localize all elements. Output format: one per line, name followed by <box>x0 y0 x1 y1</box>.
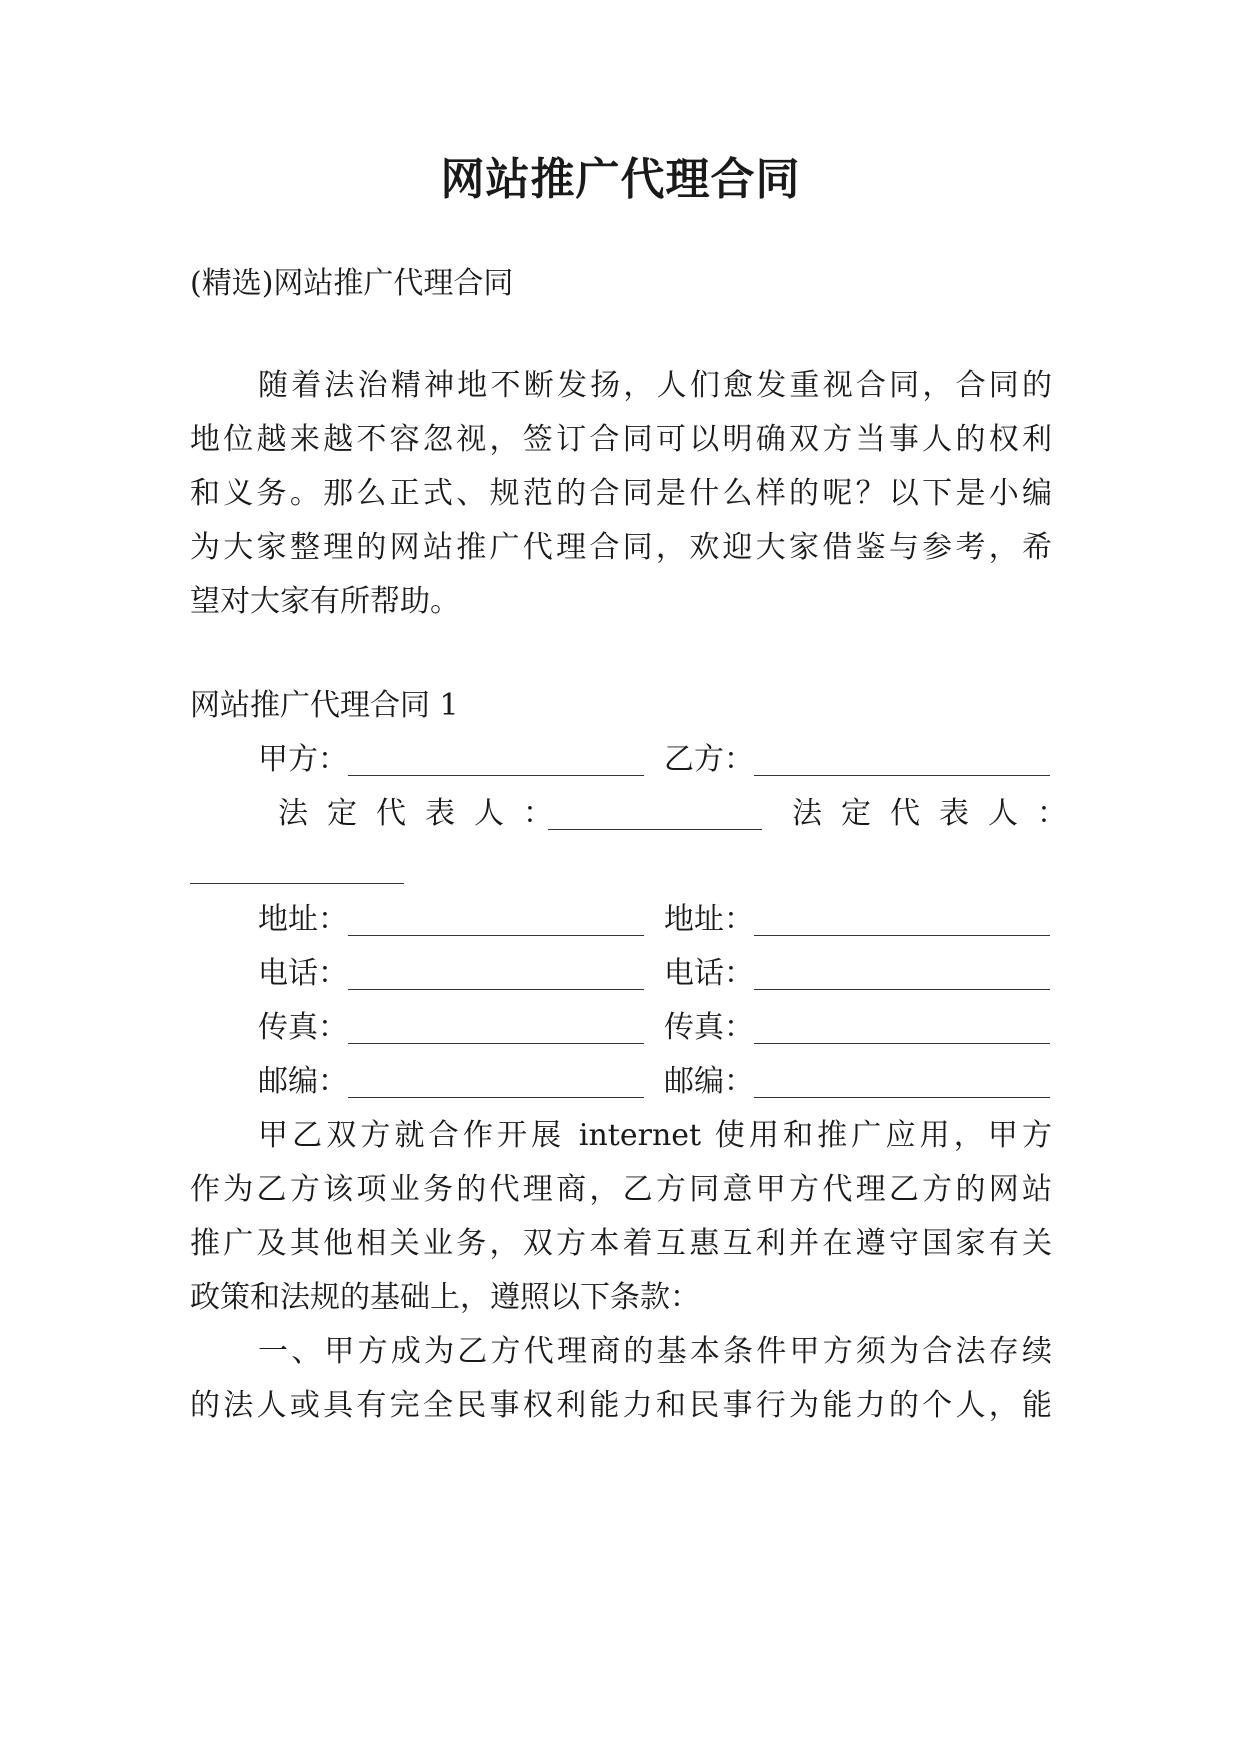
body-line-6: 的法人或具有完全民事权利能力和民事行为能力的个人，能 <box>190 1388 1052 1423</box>
zip-b-blank[interactable] <box>754 1067 1050 1098</box>
legal-rep-a-label: 法定代表人： <box>278 796 572 831</box>
fax-a-blank[interactable] <box>348 1013 644 1044</box>
address-a-label: 地址： <box>258 902 348 937</box>
legal-rep-b-blank-row <box>190 848 404 888</box>
body-line-1: 甲乙双方就合作开展 internet 使用和推广应用，甲方 <box>258 1118 1052 1153</box>
party-a-blank[interactable] <box>348 745 644 776</box>
phone-a-label: 电话： <box>258 956 348 991</box>
zip-b-label: 邮编： <box>664 1064 754 1099</box>
fax-a-row <box>258 1008 644 1048</box>
phone-b-row <box>664 954 1050 994</box>
legal-rep-a-blank[interactable] <box>548 799 762 830</box>
intro-line-1: 随着法治精神地不断发扬，人们愈发重视合同，合同的 <box>258 368 1052 403</box>
body-line-2: 作为乙方该项业务的代理商，乙方同意甲方代理乙方的网站 <box>190 1172 1052 1207</box>
legal-rep-b-row <box>792 794 1086 834</box>
section-heading: 网站推广代理合同 1 <box>190 688 459 723</box>
address-b-blank[interactable] <box>754 905 1050 936</box>
zip-b-row <box>664 1062 1050 1102</box>
intro-line-4: 为大家整理的网站推广代理合同，欢迎大家借鉴与参考，希 <box>190 530 1052 565</box>
fax-b-blank[interactable] <box>754 1013 1050 1044</box>
party-b-blank[interactable] <box>754 745 1050 776</box>
party-b-row <box>664 740 1050 780</box>
intro-line-3: 和义务。那么正式、规范的合同是什么样的呢？以下是小编 <box>190 476 1052 511</box>
zip-a-row <box>258 1062 644 1102</box>
body-line-5: 一、甲方成为乙方代理商的基本条件甲方须为合法存续 <box>258 1334 1052 1369</box>
phone-b-blank[interactable] <box>754 959 1050 990</box>
intro-line-5: 望对大家有所帮助。 <box>190 584 460 619</box>
phone-a-row <box>258 954 644 994</box>
legal-rep-b-blank[interactable] <box>190 853 404 884</box>
zip-a-label: 邮编： <box>258 1064 348 1099</box>
address-a-blank[interactable] <box>348 905 644 936</box>
fax-b-label: 传真： <box>664 1010 754 1045</box>
legal-rep-a-row <box>278 794 572 834</box>
fax-b-row <box>664 1008 1050 1048</box>
legal-rep-b-label: 法定代表人： <box>792 796 1086 831</box>
intro-line-2: 地位越来越不容忽视，签订合同可以明确双方当事人的权利 <box>190 422 1052 457</box>
zip-a-blank[interactable] <box>348 1067 644 1098</box>
address-b-row <box>664 900 1050 940</box>
phone-b-label: 电话： <box>664 956 754 991</box>
body-line-3: 推广及其他相关业务，双方本着互惠互利并在遵守国家有关 <box>190 1226 1052 1261</box>
address-b-label: 地址： <box>664 902 754 937</box>
party-a-label: 甲方： <box>258 742 348 777</box>
fax-a-label: 传真： <box>258 1010 348 1045</box>
document-title: 网站推广代理合同 <box>440 154 801 205</box>
party-a-row <box>258 740 644 780</box>
phone-a-blank[interactable] <box>348 959 644 990</box>
document-subtitle: (精选)网站推广代理合同 <box>190 266 514 301</box>
party-b-label: 乙方： <box>664 742 754 777</box>
address-a-row <box>258 900 644 940</box>
legal-rep-a-blank-row <box>548 794 762 834</box>
body-line-4: 政策和法规的基础上，遵照以下条款： <box>190 1280 700 1315</box>
